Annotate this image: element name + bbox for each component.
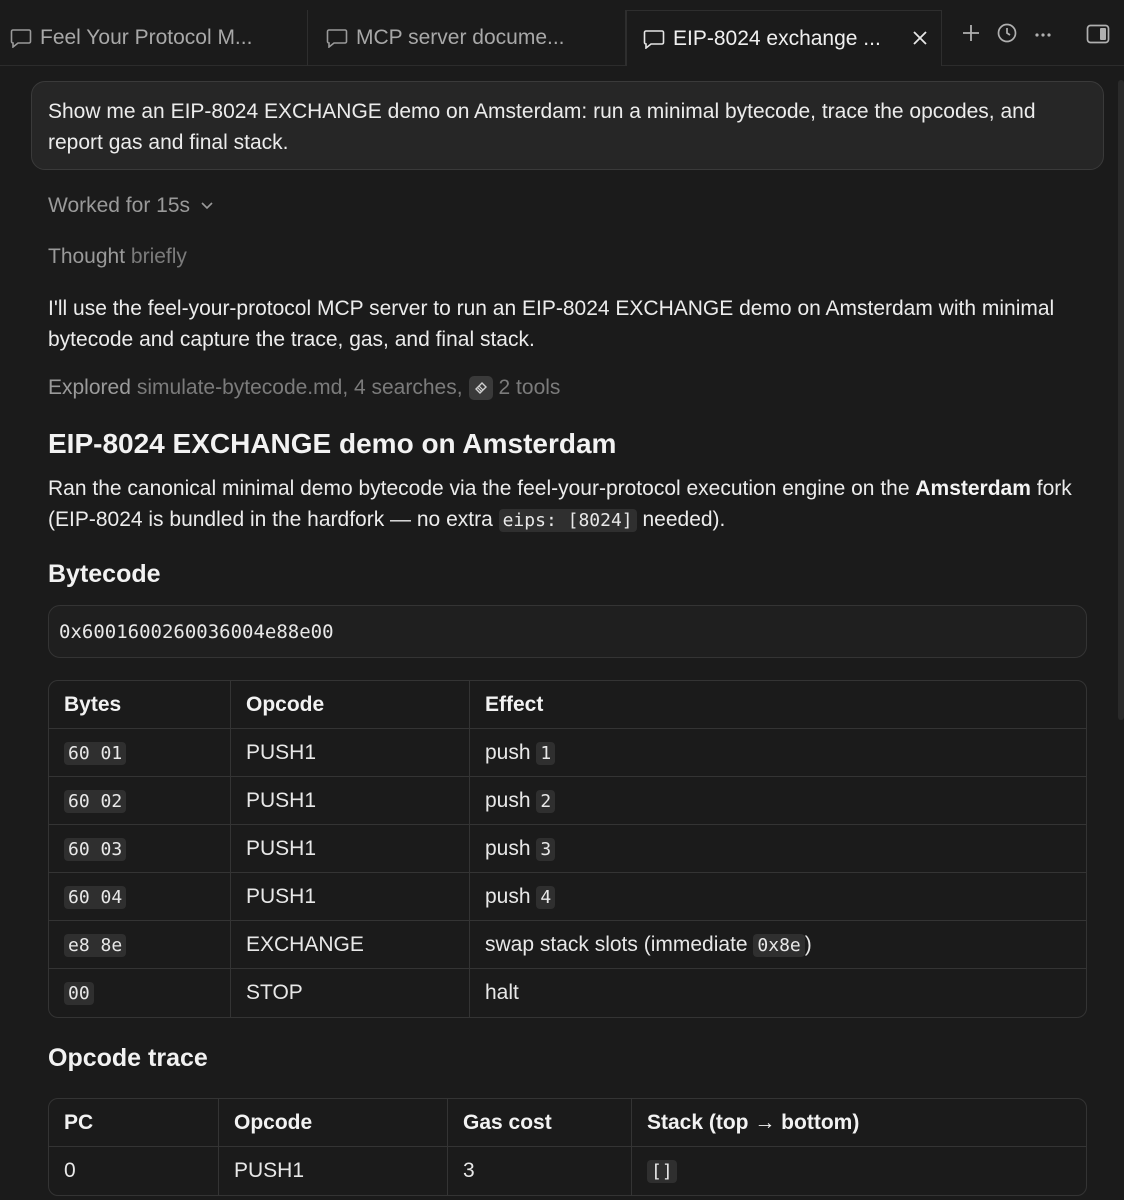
tab-mcp-server-docs[interactable]	[308, 10, 626, 66]
cell-opcode: PUSH1	[231, 729, 470, 777]
bytes-code: 60 01	[64, 742, 126, 765]
thought-line[interactable]	[48, 245, 187, 269]
section-heading: EIP-8024 EXCHANGE demo on Amsterdam	[48, 428, 617, 459]
tab-label: Feel Your Protocol M...	[40, 26, 253, 49]
tab-eip-8024-exchange[interactable]	[626, 10, 942, 66]
col-opcode: Opcode	[231, 681, 470, 729]
cell-bytes	[49, 825, 231, 873]
summary-bold: Amsterdam	[915, 477, 1031, 500]
table-header-row	[49, 1099, 1086, 1147]
table-row	[49, 777, 1086, 825]
cell-effect	[470, 873, 1086, 921]
cell-opcode: PUSH1	[231, 777, 470, 825]
col-effect: Effect	[470, 681, 1086, 729]
table-row	[49, 921, 1086, 969]
effect-code: 3	[536, 838, 555, 861]
tool-icon	[469, 376, 493, 400]
effect-text: push	[485, 836, 537, 860]
tab-feel-your-protocol[interactable]	[0, 10, 308, 66]
tab-label: EIP-8024 exchange ...	[673, 26, 881, 50]
user-prompt: Show me an EIP-8024 EXCHANGE demo on Amsterdam: run a minimal bytecode, trace the opcodes, and report gas and final stack.	[31, 81, 1104, 170]
table-row	[49, 873, 1086, 921]
worked-label: Worked for 15s	[48, 194, 191, 217]
bytecode-heading: Bytecode	[48, 560, 161, 588]
cell-effect	[470, 921, 1086, 969]
col-bytes: Bytes	[49, 681, 231, 729]
col-stack: Stack (top → bottom)	[632, 1099, 1086, 1147]
explored-line[interactable]	[48, 376, 560, 400]
cell-bytes	[49, 873, 231, 921]
explored-tools: 2 tools	[498, 376, 561, 399]
effect-code: 2	[536, 790, 555, 813]
tab-bar	[0, 0, 1124, 66]
bytes-code: e8 8e	[64, 934, 126, 957]
col-pc: PC	[49, 1099, 219, 1147]
worked-toggle[interactable]	[48, 194, 214, 218]
cell-opcode: PUSH1	[219, 1147, 448, 1195]
stack-code: []	[647, 1160, 677, 1183]
toggle-panel-icon[interactable]	[1086, 24, 1110, 44]
col-gas: Gas cost	[448, 1099, 632, 1147]
bytecode-block[interactable]	[48, 605, 1087, 658]
tab-actions	[960, 22, 1054, 44]
summary-text	[48, 473, 1088, 536]
table-header-row	[49, 681, 1086, 729]
cell-effect	[470, 777, 1086, 825]
bytes-code: 60 03	[64, 838, 126, 861]
intro-text: I'll use the feel-your-protocol MCP server to run an EIP-8024 EXCHANGE demo on Amsterdam with minimal bytecode and capture the trace, gas, and final stack.	[48, 297, 1055, 351]
cell-gas: 3	[448, 1147, 632, 1195]
cell-bytes	[49, 969, 231, 1017]
scrollbar[interactable]	[1118, 80, 1124, 720]
trace-heading: Opcode trace	[48, 1044, 208, 1072]
cell-effect	[470, 969, 1086, 1017]
effect-code: 1	[536, 742, 555, 765]
explored-detail: simulate-bytecode.md, 4 searches,	[136, 376, 463, 399]
more-icon[interactable]	[1032, 22, 1054, 44]
effect-text: push	[485, 884, 537, 908]
cell-bytes	[49, 921, 231, 969]
effect-text: push	[485, 740, 537, 764]
explored-prefix: Explored	[48, 376, 131, 399]
summary-code: eips: [8024]	[499, 509, 637, 532]
cell-effect	[470, 729, 1086, 777]
bytes-table	[48, 680, 1087, 1018]
plus-icon[interactable]	[960, 22, 982, 44]
summary-part: fork (EIP-8024 is bundled in the hardfork — no extra	[48, 477, 1072, 531]
bytes-code: 60 04	[64, 886, 126, 909]
chat-icon	[643, 29, 665, 49]
bytes-code: 60 02	[64, 790, 126, 813]
col-opcode: Opcode	[219, 1099, 448, 1147]
cell-opcode: PUSH1	[231, 825, 470, 873]
cell-bytes	[49, 777, 231, 825]
close-icon[interactable]	[909, 27, 931, 49]
table-row	[49, 825, 1086, 873]
bytecode-value: 0x6001600260036004e88e00	[59, 620, 334, 643]
trace-table	[48, 1098, 1087, 1196]
bytes-code: 00	[64, 982, 94, 1005]
effect-tail: )	[804, 932, 812, 956]
chat-icon	[10, 28, 32, 48]
thought-suffix: briefly	[130, 245, 187, 268]
effect-text: swap stack slots (immediate	[485, 932, 754, 956]
chat-icon	[326, 28, 348, 48]
summary-part: needed).	[636, 508, 726, 531]
effect-code: 4	[536, 886, 555, 909]
cell-opcode: STOP	[231, 969, 470, 1017]
tab-label: MCP server docume...	[356, 26, 565, 49]
history-icon[interactable]	[996, 22, 1018, 44]
table-row	[49, 1147, 1086, 1195]
cell-bytes	[49, 729, 231, 777]
effect-text: push	[485, 788, 537, 812]
table-row	[49, 969, 1086, 1017]
cell-stack	[632, 1147, 1086, 1195]
summary-part: Ran the canonical minimal demo bytecode via the feel-your-protocol execution engine on the	[48, 477, 916, 500]
table-row	[49, 729, 1086, 777]
cell-pc: 0	[49, 1147, 219, 1195]
effect-code: 0x8e	[753, 934, 804, 957]
chevron-down-icon	[200, 201, 214, 211]
effect-text: halt	[485, 981, 519, 1004]
cell-effect	[470, 825, 1086, 873]
cell-opcode: PUSH1	[231, 873, 470, 921]
cell-opcode: EXCHANGE	[231, 921, 470, 969]
thought-prefix: Thought	[48, 245, 126, 268]
